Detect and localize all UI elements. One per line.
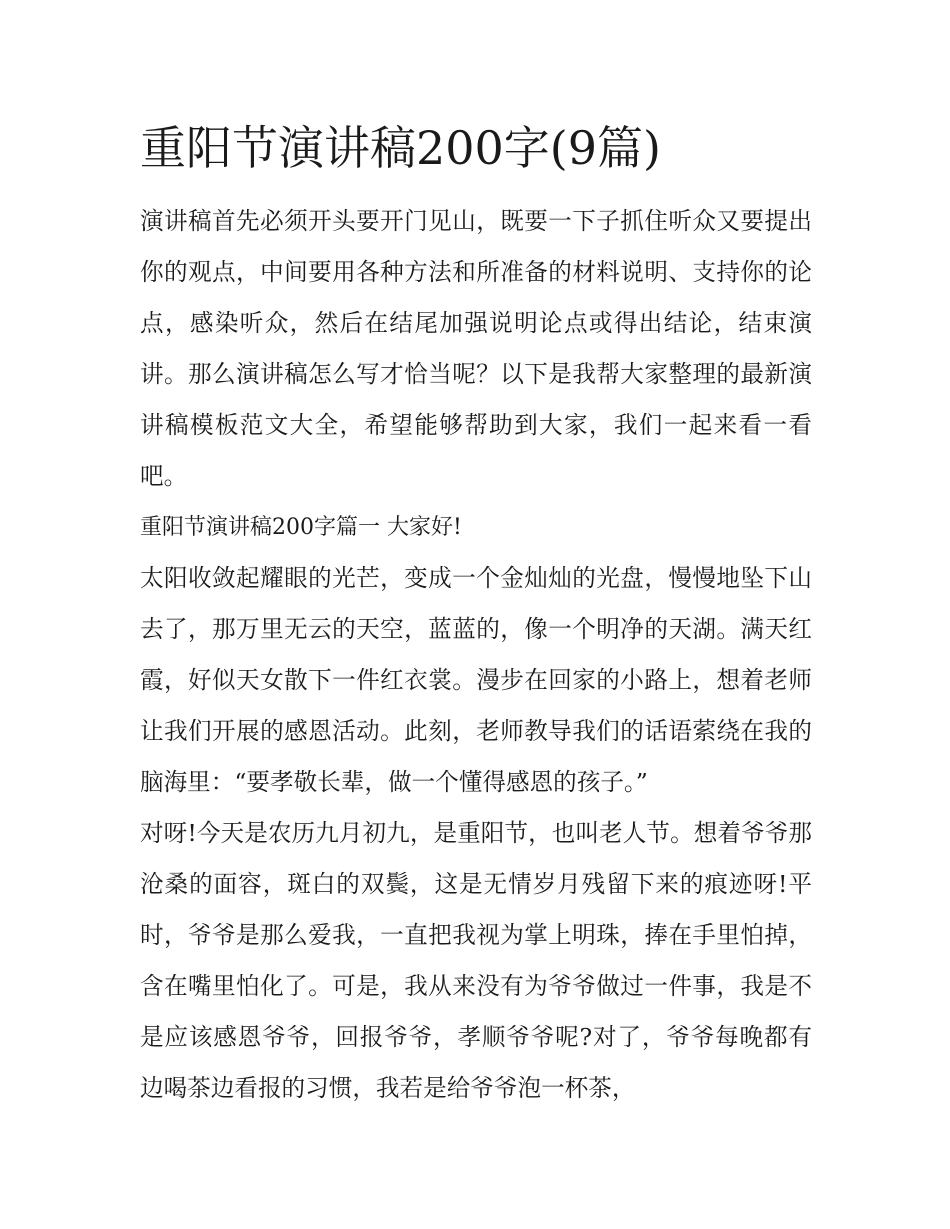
document-title: 重阳节演讲稿200字(9篇) (140, 121, 661, 175)
section-heading: 重阳节演讲稿200字篇一 大家好! (140, 515, 462, 540)
body-paragraph: 对呀!今天是农历九月初九，是重阳节，也叫老人节。想着爷爷那沧桑的面容，斑白的双鬓，这是无情岁月残留下来的痕迹呀!平时，爷爷是那么爱我，一直把我视为掌上明珠，捧在手里怕掉，含在嘴里怕化了。可是，我从来没有为爷爷做过一件事，我是不是应该感恩爷爷，回报爷爷，孝顺爷爷呢?对了，爷爷每晚都有边喝茶边看报的习惯，我若是给爷爷泡一杯茶， (140, 819, 812, 1102)
intro-paragraph: 演讲稿首先必须开头要开门见山，既要一下子抓住听众又要提出你的观点，中间要用各种方法和所准备的材料说明、支持你的论点，感染听众，然后在结尾加强说明论点或得出结论，结束演讲。那么演讲稿怎么写才恰当呢？以下是我帮大家整理的最新演讲稿模板范文大全，希望能够帮助到大家，我们一起来看一看吧。 (140, 207, 812, 490)
document-body (140, 196, 812, 1114)
body-paragraph: 太阳收敛起耀眼的光芒，变成一个金灿灿的光盘，慢慢地坠下山去了，那万里无云的天空，蓝蓝的，像一个明净的天湖。满天红霞，好似天女散下一件红衣裳。漫步在回家的小路上，想着老师让我们开展的感恩活动。此刻，老师教导我们的话语萦绕在我的脑海里：“要孝敬长辈，做一个懂得感恩的孩子。” (140, 564, 812, 796)
